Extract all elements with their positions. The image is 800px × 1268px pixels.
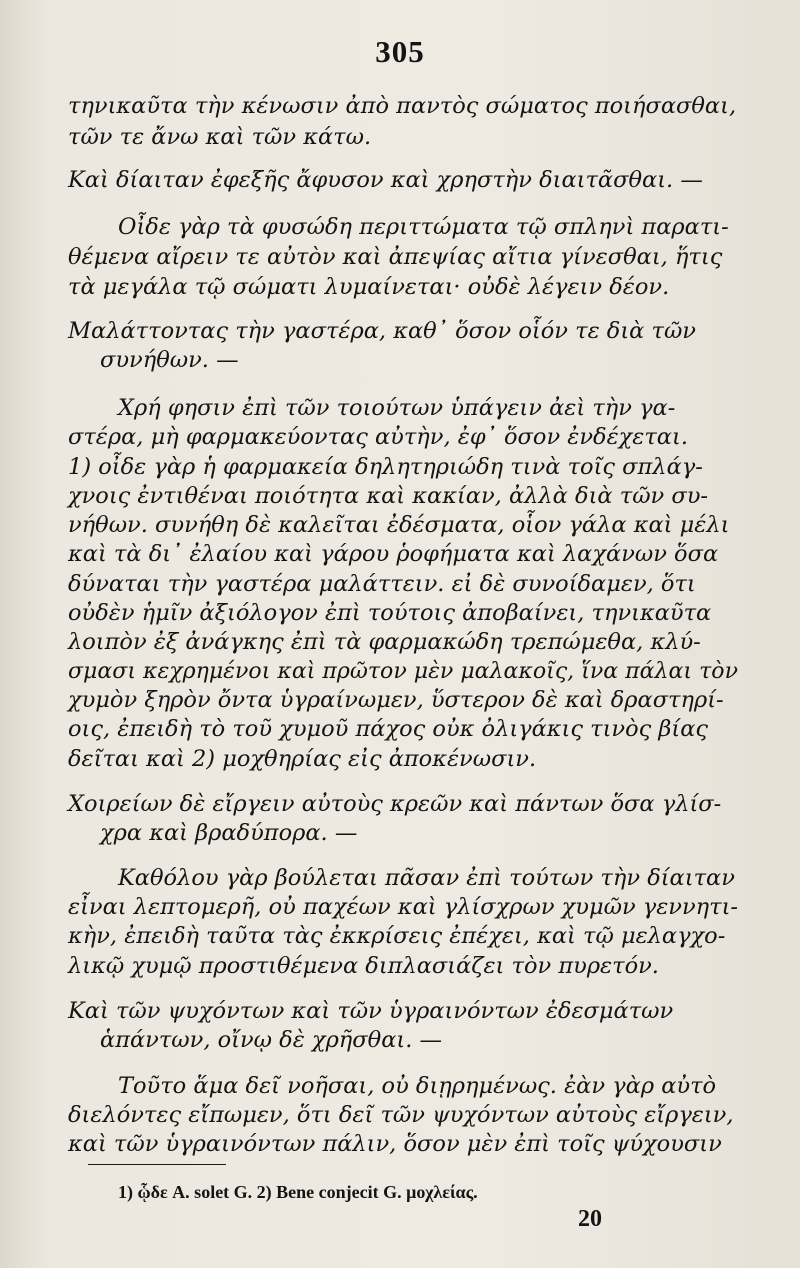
page-number: 305: [375, 34, 425, 69]
footnote: 1) ᾧδε A. solet G. 2) Bene conjecit G. μοχλείας.: [118, 1182, 478, 1202]
signature-mark: 20: [578, 1206, 602, 1232]
book-page: 305 τηνικαῦτα τὴν κένωσιν ἀπὸ παντὸς σώματος ποιήσασθαι, τῶν τε ἄνω καὶ τῶν κάτω. Καὶ δίαιταν ἐφεξῆς ἄφυσον καὶ χρηστὴν διαιτᾶσθαι. — Οἶδε γὰρ τὰ φυσώδη περιττώματα τῷ σπληνὶ παρατι- θέμενα αἴρειν τε αὐτὸν καὶ ἀπεψίας αἴτια γίνεσθαι, ἥτις τὰ μεγάλα τῷ σώματι λυμαίνεται· οὐδὲ λέγειν δέον. Μαλάττοντας τὴν γαστέρα, καθ᾽ ὅσον οἷόν τε διὰ τῶν συνήθων. — Χρή φησιν ἐπὶ τῶν τοιούτων ὑπάγειν ἀεὶ τὴν γα- στέρα, μὴ φαρμακεύοντας αὐτὴν, ἐφ᾽ ὅσον ἐνδέχεται. 1) οἶδε γὰρ ἡ φαρμακεία δηλητηριώδη τινὰ τοῖς σπλάγ- χνοις ἐντιθέναι ποιότητα καὶ κακίαν, ἀλλὰ διὰ τῶν συ- νήθων. συνήθη δὲ καλεῖται ἐδέσματα, οἷον γάλα καὶ μέλι καὶ τὰ δι᾽ ἐλαίου καὶ γάρου ῥοφήματα καὶ λαχάνων ὅσα δύναται τὴν γαστέρα μαλάττειν. εἰ δὲ συνοίδαμεν, ὅτι οὐδὲν ἡμῖν ἀξιόλογον ἐπὶ τούτοις ἀποβαίνει, τηνικαῦτα λοιπὸν ἐξ ἀνάγκης ἐπὶ τὰ φαρμακώδη τρεπώμεθα, κλύ- σμασι κεχρημένοι καὶ πρῶτον μὲν μαλακοῖς, ἵνα πάλαι τὸν χυμὸν ξηρὸν ὄντα ὑγραίνωμεν, ὕστερον δὲ καὶ δραστηρί- οις, ἐπειδὴ τὸ τοῦ χυμοῦ πάχος οὐκ ὀλιγάκις τινὸς βίας δεῖται καὶ 2) μοχθηρίας εἰς ἀποκένωσιν. Χοιρείων δὲ εἴργειν αὐτοὺς κρεῶν καὶ πάντων ὅσα γλίσ- χρα καὶ βραδύπορα. — Καθόλου γὰρ βούλεται πᾶσαν ἐπὶ τούτων τὴν δίαιταν εἶναι λεπτομερῆ, οὐ παχέων καὶ γλίσχρων χυμῶν γεννητι- κὴν, ἐπειδὴ ταῦτα τὰς ἐκκρίσεις ἐπέχει, καὶ τῷ μελαγχο- λικῷ χυμῷ προστιθέμενα διπλασιάζει τὸν πυρετόν. Καὶ τῶν ψυχόντων καὶ τῶν ὑγραινόντων ἐδεσμάτων ἁπάντων, οἴνῳ δὲ χρῆσθαι. — Τοῦτο ἅμα δεῖ νοῆσαι, οὐ διῃρημένως. ἐὰν γὰρ αὐτὸ διελόντες εἴπωμεν, ὅτι δεῖ τῶν ψυχόντων αὐτοὺς εἴργειν, καὶ τῶν ὑγραινόντων πάλιν, ὅσον μὲν ἐπὶ τοῖς ψύχουσιν 1) ᾧδε A. solet G. 2) Bene conjecit G. μοχλείας. 20: [0, 0, 800, 1268]
footnote-rule: [88, 1164, 226, 1165]
